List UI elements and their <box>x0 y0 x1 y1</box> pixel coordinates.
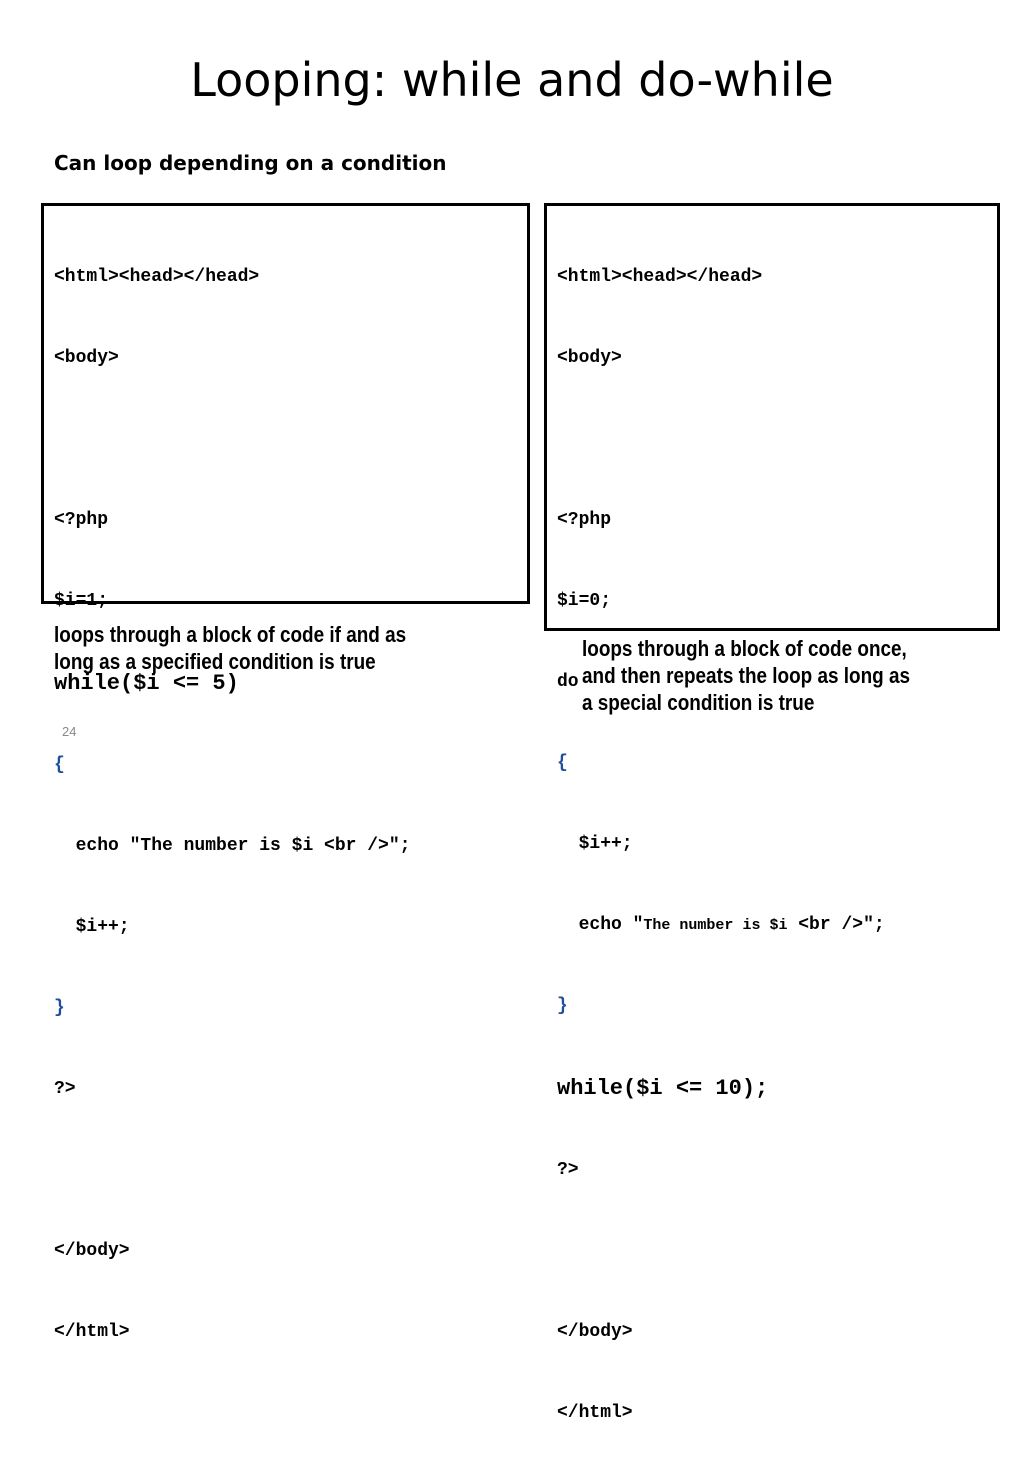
echo-string: The number is $i <box>643 917 788 934</box>
caption-line: loops through a block of code once, <box>582 636 907 661</box>
code-line: do <box>557 672 579 692</box>
code-line: <html><head></head> <box>54 267 260 287</box>
code-line: <html><head></head> <box>557 267 763 287</box>
code-line: </html> <box>54 1322 130 1342</box>
close-brace-line: } <box>54 998 65 1018</box>
code-line: ?> <box>54 1079 76 1099</box>
caption-line: a special condition is true <box>582 690 815 715</box>
caption-line: loops through a block of code if and as <box>54 622 407 647</box>
code-line: $i++; <box>54 917 130 937</box>
echo-suffix: <br />"; <box>787 915 885 935</box>
code-line <box>54 426 410 453</box>
echo-prefix: echo " <box>557 915 644 935</box>
caption-line: long as a specified condition is true <box>54 649 376 674</box>
code-line: </html> <box>557 1403 633 1423</box>
open-brace-line: { <box>557 753 568 773</box>
slide-title: Looping: while and do-while <box>190 53 834 107</box>
open-brace-line: { <box>54 755 65 775</box>
code-line: echo "The number is $i <br />"; <box>54 836 411 856</box>
do-while-caption <box>582 635 910 716</box>
caption-line: and then repeats the loop as long as <box>582 663 911 688</box>
code-line: <body> <box>54 348 119 368</box>
code-line: <body> <box>557 348 622 368</box>
while-condition-line: while($i <= 10); <box>557 1076 769 1101</box>
code-line: ?> <box>557 1160 579 1180</box>
while-condition-line: while($i <= 5) <box>54 671 239 696</box>
echo-line <box>557 912 885 939</box>
while-code-block <box>54 210 410 1400</box>
code-line: <?php <box>557 510 612 530</box>
code-line: <?php <box>54 510 109 530</box>
while-caption <box>54 621 406 675</box>
code-line: </body> <box>54 1241 130 1261</box>
code-line <box>557 426 885 453</box>
code-line <box>54 1157 410 1184</box>
slide-subtitle: Can loop depending on a condition <box>54 151 447 175</box>
code-line: </body> <box>557 1322 633 1342</box>
code-line: $i=1; <box>54 591 109 611</box>
do-while-code-block <box>557 210 885 1481</box>
close-brace-line: } <box>557 996 568 1016</box>
code-line: $i=0; <box>557 591 612 611</box>
code-line: $i++; <box>557 834 633 854</box>
page-number: 24 <box>62 724 77 739</box>
code-line <box>557 1238 885 1265</box>
